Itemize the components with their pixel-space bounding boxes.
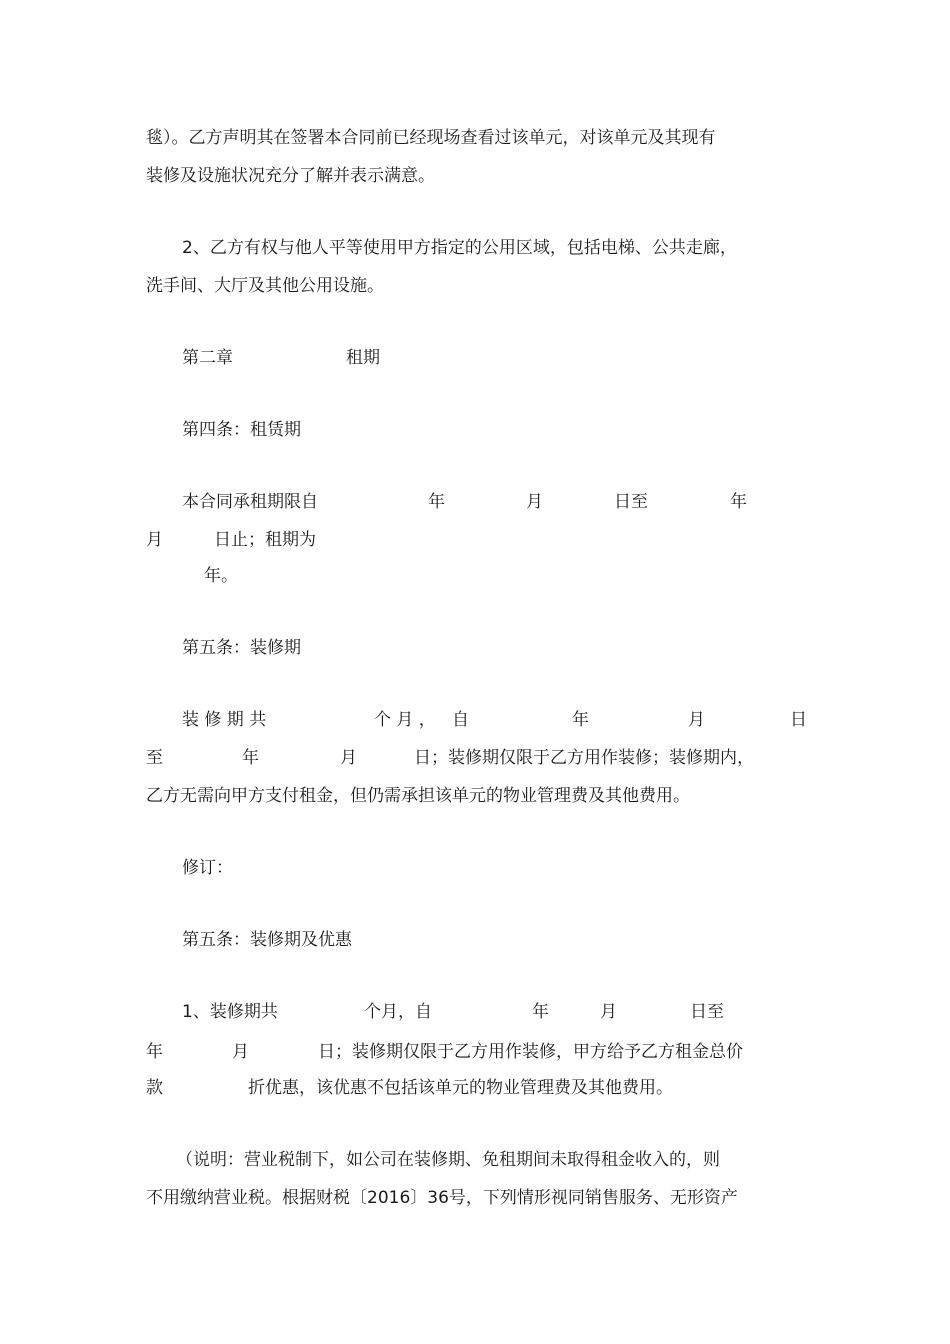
article-5-line-1-seg-5: 月	[688, 710, 705, 730]
paragraph-2-line-1: 2、乙方有权与他人平等使用甲方指定的公用区域，包括电梯、公共走廊，	[182, 238, 737, 258]
article-5-line-1-seg-2: 个 月 ，	[374, 710, 436, 730]
article-5-line-1-seg-4: 年	[572, 710, 589, 730]
article-4-line-1-seg-5: 年	[730, 492, 747, 512]
article-4-line-3: 年。	[204, 566, 238, 586]
article-5-revised-line-1-seg-5: 日至	[690, 1002, 724, 1022]
article-5-line-1-seg-6: 日	[790, 710, 807, 730]
revision-label: 修订：	[182, 858, 233, 878]
article-5-revised-line-1-seg-3: 年	[532, 1002, 549, 1022]
article-5-revised-line-1-seg-4: 月	[600, 1002, 617, 1022]
article-5-line-1-seg-3: 自	[452, 710, 469, 730]
article-5-revised-line-1-seg-1: 1、装修期共	[182, 1002, 278, 1022]
article-5-revised-line-3-seg-2: 折优惠，该优惠不包括该单元的物业管理费及其他费用。	[248, 1078, 673, 1098]
article-4-line-2: 月 日止；租期为	[146, 530, 316, 550]
article-5-line-3: 乙方无需向甲方支付租金，但仍需承担该单元的物业管理费及其他费用。	[146, 786, 690, 806]
paragraph-2-line-2: 洗手间、大厅及其他公用设施。	[146, 276, 384, 296]
article-5-revised-heading: 第五条：装修期及优惠	[182, 930, 352, 950]
article-5-line-2-seg-2: 年	[242, 748, 259, 768]
article-5-line-2-seg-3: 月	[340, 748, 357, 768]
article-5-line-1-seg-1: 装 修 期 共	[182, 710, 267, 730]
note-line-2: 不用缴纳营业税。根据财税〔2016〕36号，下列情形视同销售服务、无形资产	[146, 1188, 738, 1208]
chapter-number: 第二章	[182, 348, 233, 368]
article-5-revised-line-1-seg-2: 个月，自	[364, 1002, 432, 1022]
article-5-revised-line-2-seg-1: 年	[146, 1042, 163, 1062]
note-line-1: （说明：营业税制下，如公司在装修期、免租期间未取得租金收入的，则	[176, 1150, 720, 1170]
paragraph-1-line-2: 装修及设施状况充分了解并表示满意。	[146, 166, 435, 186]
article-4-line-1-seg-3: 月	[526, 492, 543, 512]
paragraph-1-line-1: 毯）。乙方声明其在签署本合同前已经现场查看过该单元，对该单元及其现有	[146, 128, 716, 148]
article-5-revised-line-2-seg-2: 月	[232, 1042, 249, 1062]
article-5-revised-line-3-seg-1: 款	[146, 1078, 163, 1098]
article-5-line-2-seg-1: 至	[146, 748, 163, 768]
article-4-heading: 第四条：租赁期	[182, 420, 301, 440]
article-5-revised-line-2-seg-3: 日；装修期仅限于乙方用作装修，甲方给予乙方租金总价	[318, 1042, 743, 1062]
article-4-line-1-seg-2: 年	[428, 492, 445, 512]
article-5-heading: 第五条：装修期	[182, 638, 301, 658]
article-4-line-1-seg-1: 本合同承租期限自	[182, 492, 318, 512]
chapter-title: 租期	[346, 348, 380, 368]
article-5-line-2-seg-4: 日；装修期仅限于乙方用作装修；装修期内，	[414, 748, 754, 768]
article-4-line-1-seg-4: 日至	[614, 492, 648, 512]
